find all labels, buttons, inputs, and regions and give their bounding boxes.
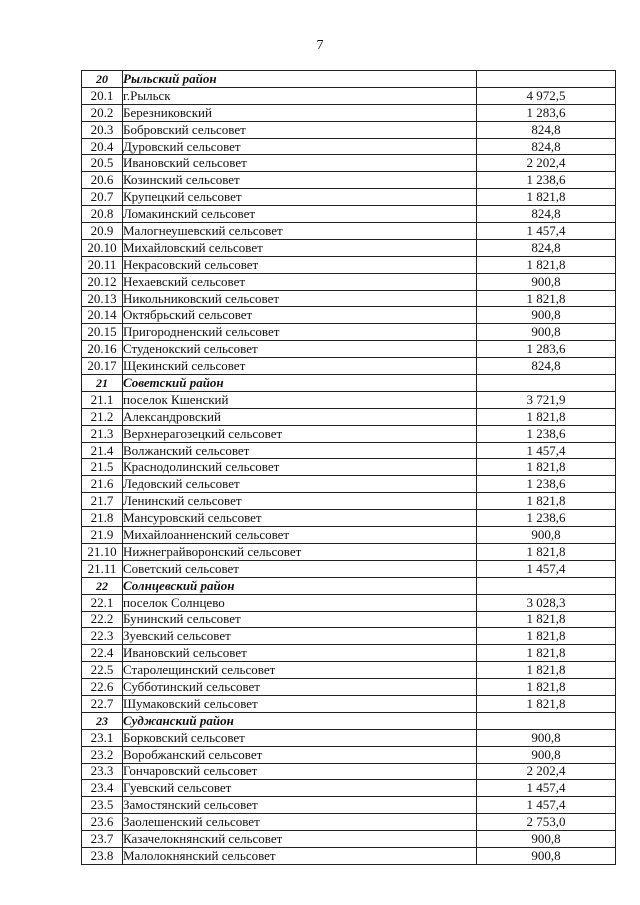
row-name: Краснодолинский сельсовет: [123, 459, 477, 476]
row-value: 1 821,8: [477, 459, 616, 476]
table-row: [82, 87, 616, 104]
row-number: 20.6: [82, 172, 123, 189]
row-value: 1 821,8: [477, 256, 616, 273]
table-row: [82, 594, 616, 611]
table-row: [82, 189, 616, 206]
row-name: поселок Кшенский: [123, 391, 477, 408]
table-row: [82, 459, 616, 476]
row-name: Студенокский сельсовет: [123, 341, 477, 358]
row-number: 21.7: [82, 493, 123, 510]
row-number: 22.1: [82, 594, 123, 611]
row-name: Некрасовский сельсовет: [123, 256, 477, 273]
row-number: 21: [82, 375, 123, 392]
row-name: Нижнеграйворонский сельсовет: [123, 543, 477, 560]
section-row: [82, 375, 616, 392]
row-value: 1 821,8: [477, 290, 616, 307]
row-number: 20.4: [82, 138, 123, 155]
row-name: Гончаровский сельсовет: [123, 763, 477, 780]
row-name: Суджанский район: [123, 712, 477, 729]
row-number: 21.5: [82, 459, 123, 476]
row-value: 900,8: [477, 729, 616, 746]
budget-table: [81, 70, 616, 865]
row-name: Ленинский сельсовет: [123, 493, 477, 510]
row-name: Нехаевский сельсовет: [123, 273, 477, 290]
row-number: 20.2: [82, 104, 123, 121]
row-value: 1 821,8: [477, 543, 616, 560]
table-row: [82, 172, 616, 189]
row-value: 824,8: [477, 121, 616, 138]
row-number: 20.11: [82, 256, 123, 273]
row-value: 2 753,0: [477, 814, 616, 831]
row-value: 1 821,8: [477, 679, 616, 696]
row-name: Зуевский сельсовет: [123, 628, 477, 645]
row-number: 23.4: [82, 780, 123, 797]
section-row: [82, 712, 616, 729]
row-number: 23.6: [82, 814, 123, 831]
row-value: 900,8: [477, 324, 616, 341]
row-value: 1 283,6: [477, 104, 616, 121]
table-row: [82, 763, 616, 780]
table-row: [82, 425, 616, 442]
row-value: 824,8: [477, 358, 616, 375]
row-value: [477, 577, 616, 594]
row-number: 20.1: [82, 87, 123, 104]
row-name: Шумаковский сельсовет: [123, 695, 477, 712]
row-number: 20.17: [82, 358, 123, 375]
row-name: Дуровский сельсовет: [123, 138, 477, 155]
row-number: 21.10: [82, 543, 123, 560]
row-name: Заолешенский сельсовет: [123, 814, 477, 831]
row-name: Верхнерагозецкий сельсовет: [123, 425, 477, 442]
row-number: 20.9: [82, 223, 123, 240]
row-name: Пригородненский сельсовет: [123, 324, 477, 341]
row-name: Ивановский сельсовет: [123, 645, 477, 662]
row-value: 1 821,8: [477, 662, 616, 679]
section-row: [82, 71, 616, 88]
table-body: [82, 71, 616, 865]
row-number: 20.12: [82, 273, 123, 290]
row-number: 23.1: [82, 729, 123, 746]
row-number: 21.2: [82, 408, 123, 425]
row-value: 900,8: [477, 527, 616, 544]
row-name: Советский сельсовет: [123, 560, 477, 577]
row-number: 21.1: [82, 391, 123, 408]
row-value: 1 821,8: [477, 408, 616, 425]
row-name: Казачелокнянский сельсовет: [123, 831, 477, 848]
row-value: 1 821,8: [477, 189, 616, 206]
row-value: 1 821,8: [477, 645, 616, 662]
row-name: Бунинский сельсовет: [123, 611, 477, 628]
row-value: 824,8: [477, 239, 616, 256]
row-value: 3 028,3: [477, 594, 616, 611]
row-number: 22.5: [82, 662, 123, 679]
row-value: [477, 375, 616, 392]
row-value: [477, 712, 616, 729]
row-name: Александровский: [123, 408, 477, 425]
table-row: [82, 273, 616, 290]
row-name: Михайловский сельсовет: [123, 239, 477, 256]
table-row: [82, 324, 616, 341]
row-number: 20.13: [82, 290, 123, 307]
row-value: 900,8: [477, 307, 616, 324]
row-value: 1 821,8: [477, 611, 616, 628]
row-number: 20.8: [82, 206, 123, 223]
page-number: 7: [316, 38, 324, 53]
row-name: Октябрьский сельсовет: [123, 307, 477, 324]
row-number: 20: [82, 71, 123, 88]
row-name: г.Рыльск: [123, 87, 477, 104]
table-row: [82, 476, 616, 493]
row-name: Воробжанский сельсовет: [123, 746, 477, 763]
row-value: 1 457,4: [477, 780, 616, 797]
row-name: Ледовский сельсовет: [123, 476, 477, 493]
row-value: 1 457,4: [477, 560, 616, 577]
table-row: [82, 104, 616, 121]
table-row: [82, 290, 616, 307]
row-value: 1 821,8: [477, 628, 616, 645]
table-row: [82, 121, 616, 138]
row-name: Малолокнянский сельсовет: [123, 847, 477, 864]
row-name: Козинский сельсовет: [123, 172, 477, 189]
table-row: [82, 408, 616, 425]
row-name: Мансуровский сельсовет: [123, 510, 477, 527]
row-name: Щекинский сельсовет: [123, 358, 477, 375]
row-name: Субботинский сельсовет: [123, 679, 477, 696]
row-name: поселок Солнцево: [123, 594, 477, 611]
table-row: [82, 138, 616, 155]
row-number: 22.7: [82, 695, 123, 712]
table-row: [82, 442, 616, 459]
table-row: [82, 695, 616, 712]
row-name: Бобровский сельсовет: [123, 121, 477, 138]
row-number: 23.8: [82, 847, 123, 864]
row-number: 20.3: [82, 121, 123, 138]
row-number: 21.8: [82, 510, 123, 527]
row-number: 20.15: [82, 324, 123, 341]
row-value: 1 238,6: [477, 476, 616, 493]
table-row: [82, 746, 616, 763]
row-value: 900,8: [477, 273, 616, 290]
row-name: Старолещинский сельсовет: [123, 662, 477, 679]
table-row: [82, 780, 616, 797]
row-name: Крупецкий сельсовет: [123, 189, 477, 206]
row-name: Никольниковский сельсовет: [123, 290, 477, 307]
row-value: 2 202,4: [477, 763, 616, 780]
row-value: 824,8: [477, 138, 616, 155]
row-number: 21.3: [82, 425, 123, 442]
row-number: 23.5: [82, 797, 123, 814]
row-number: 22: [82, 577, 123, 594]
table-row: [82, 729, 616, 746]
row-value: 900,8: [477, 746, 616, 763]
row-value: 1 457,4: [477, 223, 616, 240]
row-name: Михайлоанненский сельсовет: [123, 527, 477, 544]
table-row: [82, 628, 616, 645]
row-name: Березниковский: [123, 104, 477, 121]
row-name: Волжанский сельсовет: [123, 442, 477, 459]
table-row: [82, 831, 616, 848]
row-value: 2 202,4: [477, 155, 616, 172]
row-value: 3 721,9: [477, 391, 616, 408]
row-value: 900,8: [477, 831, 616, 848]
table-row: [82, 679, 616, 696]
row-number: 20.16: [82, 341, 123, 358]
row-name: Солнцевский район: [123, 577, 477, 594]
row-name: Советский район: [123, 375, 477, 392]
row-number: 23.3: [82, 763, 123, 780]
table-row: [82, 206, 616, 223]
table-row: [82, 847, 616, 864]
row-name: Малогнеушевский сельсовет: [123, 223, 477, 240]
row-name: Гуевский сельсовет: [123, 780, 477, 797]
row-value: [477, 71, 616, 88]
table-row: [82, 560, 616, 577]
table-row: [82, 493, 616, 510]
table-row: [82, 341, 616, 358]
row-number: 23.2: [82, 746, 123, 763]
table-row: [82, 358, 616, 375]
table-row: [82, 611, 616, 628]
row-value: 1 238,6: [477, 510, 616, 527]
row-value: 1 238,6: [477, 425, 616, 442]
row-number: 21.9: [82, 527, 123, 544]
table-row: [82, 662, 616, 679]
table-row: [82, 239, 616, 256]
table-row: [82, 814, 616, 831]
table-row: [82, 307, 616, 324]
row-value: 4 972,5: [477, 87, 616, 104]
row-number: 21.4: [82, 442, 123, 459]
table-row: [82, 155, 616, 172]
row-number: 20.5: [82, 155, 123, 172]
row-number: 22.3: [82, 628, 123, 645]
row-number: 20.10: [82, 239, 123, 256]
section-row: [82, 577, 616, 594]
row-value: 1 457,4: [477, 442, 616, 459]
table-row: [82, 510, 616, 527]
row-name: Борковский сельсовет: [123, 729, 477, 746]
row-value: 1 283,6: [477, 341, 616, 358]
row-value: 1 821,8: [477, 493, 616, 510]
row-name: Рыльский район: [123, 71, 477, 88]
table-row: [82, 797, 616, 814]
table-row: [82, 527, 616, 544]
table-row: [82, 543, 616, 560]
row-name: Ивановский сельсовет: [123, 155, 477, 172]
row-number: 22.6: [82, 679, 123, 696]
row-number: 23.7: [82, 831, 123, 848]
row-value: 900,8: [477, 847, 616, 864]
row-value: 1 821,8: [477, 695, 616, 712]
table-row: [82, 391, 616, 408]
row-number: 22.4: [82, 645, 123, 662]
row-number: 20.14: [82, 307, 123, 324]
table-row: [82, 256, 616, 273]
row-name: Замостянский сельсовет: [123, 797, 477, 814]
row-value: 1 238,6: [477, 172, 616, 189]
row-number: 20.7: [82, 189, 123, 206]
row-value: 1 457,4: [477, 797, 616, 814]
table-row: [82, 645, 616, 662]
row-number: 21.11: [82, 560, 123, 577]
table-row: [82, 223, 616, 240]
row-name: Ломакинский сельсовет: [123, 206, 477, 223]
row-number: 21.6: [82, 476, 123, 493]
row-number: 23: [82, 712, 123, 729]
row-value: 824,8: [477, 206, 616, 223]
row-number: 22.2: [82, 611, 123, 628]
